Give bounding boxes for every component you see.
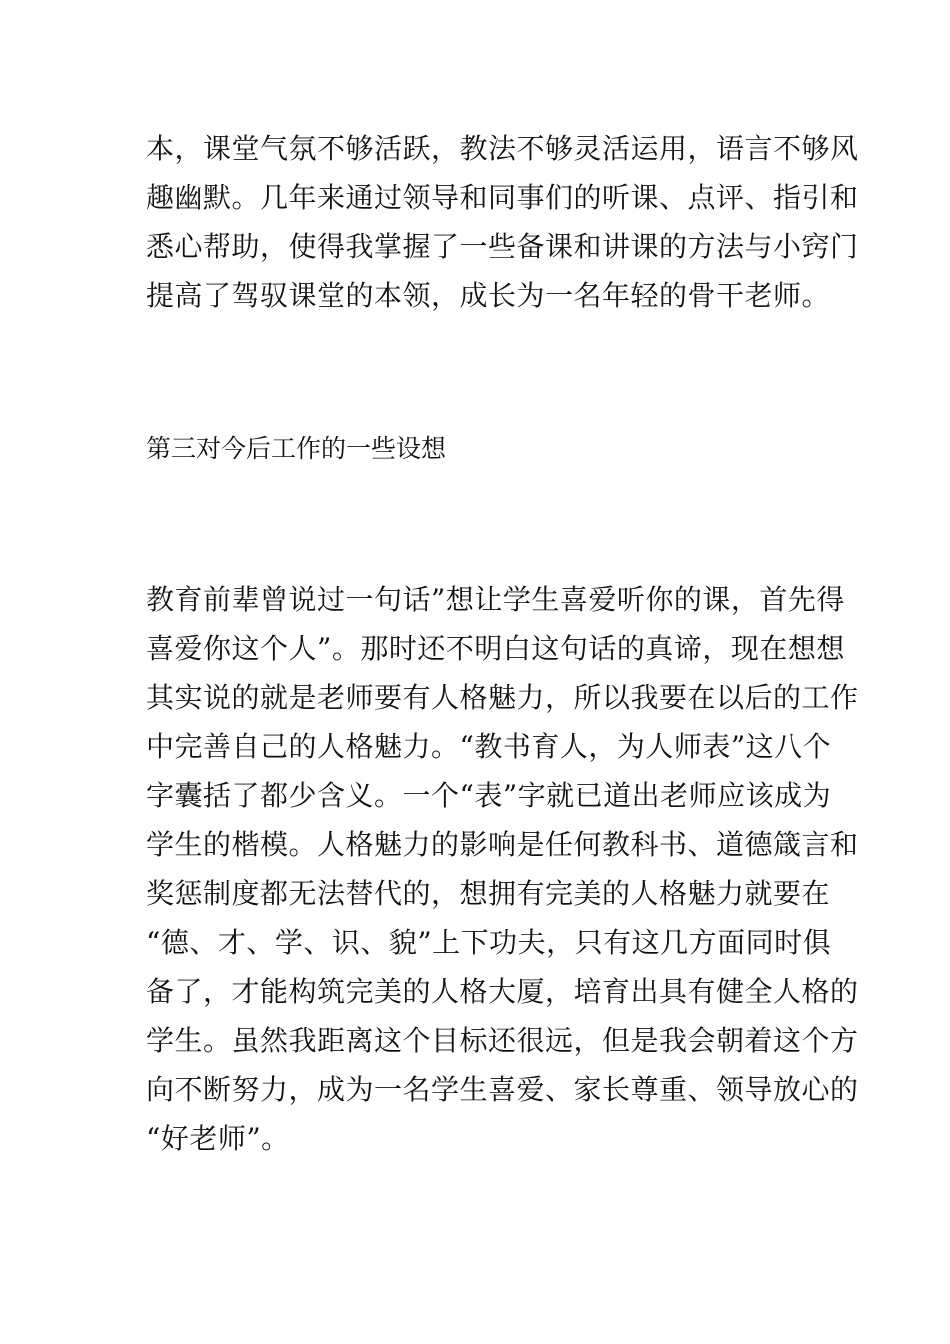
paragraph-line: “德、才、学、识、貌”上下功夫，只有这几方面同时俱	[146, 926, 832, 959]
paragraph-line: 中完善自己的人格魅力。“教书育人，为人师表”这八个	[146, 730, 832, 763]
paragraph-line: 字囊括了都少含义。一个“表”字就已道出老师应该成为	[146, 779, 832, 812]
paragraph-line: “好老师”。	[146, 1122, 290, 1155]
paragraph-line: 奖惩制度都无法替代的，想拥有完美的人格魅力就要在	[146, 877, 831, 910]
paragraph-line: 悉心帮助，使得我掌握了一些备课和讲课的方法与小窍门	[146, 230, 859, 263]
paragraph-line: 教育前辈曾说过一句话”想让学生喜爱听你的课，首先得	[146, 583, 845, 616]
paragraph-line: 提高了驾驭课堂的本领，成长为一名年轻的骨干老师。	[146, 279, 831, 312]
section-heading: 第三对今后工作的一些设想	[146, 434, 447, 463]
paragraph-line: 趣幽默。几年来通过领导和同事们的听课、点评、指引和	[146, 181, 859, 214]
paragraph-line: 向不断努力，成为一名学生喜爱、家长尊重、领导放心的	[146, 1073, 859, 1106]
paragraph-line: 学生的楷模。人格魅力的影响是任何教科书、道德箴言和	[146, 828, 859, 861]
paragraph-line: 其实说的就是老师要有人格魅力，所以我要在以后的工作	[146, 681, 859, 714]
paragraph-line: 学生。虽然我距离这个目标还很远，但是我会朝着这个方	[146, 1024, 859, 1057]
paragraph-line: 喜爱你这个人”。那时还不明白这句话的真谛，现在想想	[146, 632, 845, 665]
paragraph-line: 备了，才能构筑完美的人格大厦，培育出具有健全人格的	[146, 975, 859, 1008]
paragraph-line: 本，课堂气氛不够活跃，教法不够灵活运用，语言不够风	[146, 132, 859, 165]
